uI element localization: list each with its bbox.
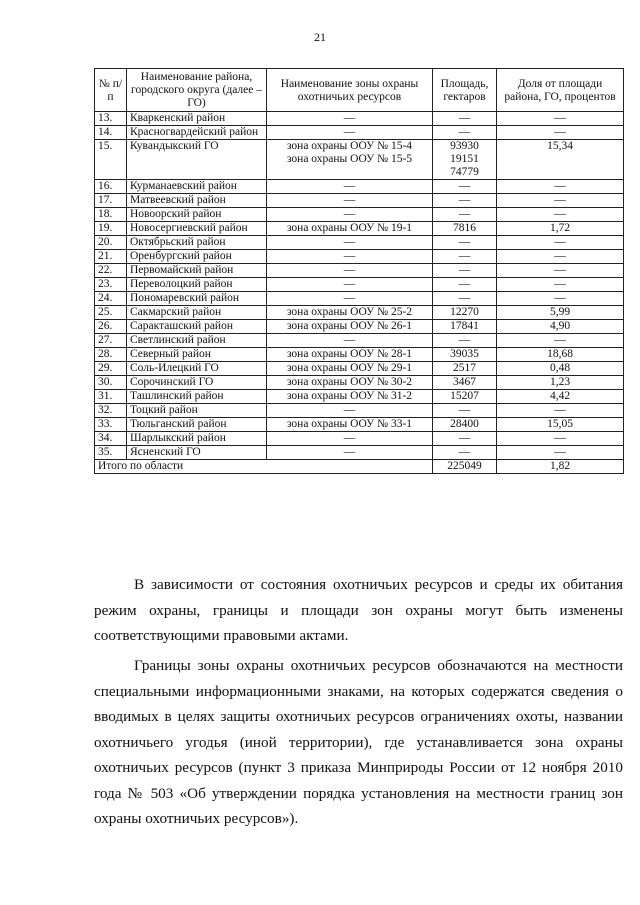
row-number: 16. — [95, 180, 127, 194]
zone-name: — — [343, 432, 356, 444]
zone-name: зона охраны ООУ № 15-4 — [286, 140, 413, 152]
table-row — [95, 432, 624, 446]
row-area-cell — [433, 348, 497, 362]
total-share: 1,82 — [497, 460, 624, 474]
area-value: — — [458, 334, 471, 346]
row-area-cell — [433, 264, 497, 278]
row-zone-cell — [267, 432, 433, 446]
row-district-name: Кваркенский район — [127, 112, 267, 126]
row-area-cell — [433, 446, 497, 460]
zone-name: зона охраны ООУ № 29-1 — [286, 362, 413, 374]
row-number: 24. — [95, 292, 127, 306]
area-value: 19151 — [450, 153, 479, 165]
row-district-name: Кувандыкский ГО — [127, 140, 267, 180]
row-number: 17. — [95, 194, 127, 208]
row-district-name: Матвеевский район — [127, 194, 267, 208]
paragraph-1: В зависимости от состояния охотничьих ресурсов и среды их обитания режим охраны, границы и площади зон охраны могут быть изменены соответствующими правовыми актами. — [94, 576, 623, 644]
table-row — [95, 250, 624, 264]
zone-name: — — [343, 112, 356, 124]
area-value: — — [458, 264, 471, 276]
row-district-name: Тоцкий район — [127, 404, 267, 418]
area-value: — — [458, 292, 471, 304]
area-value: — — [458, 112, 471, 124]
area-value: — — [458, 126, 471, 138]
row-district-name: Первомайский район — [127, 264, 267, 278]
hunting-zones-table — [94, 68, 624, 474]
row-district-name: Сакмарский район — [127, 306, 267, 320]
row-area-cell — [433, 432, 497, 446]
row-share: 5,99 — [497, 306, 624, 320]
table-row — [95, 140, 624, 180]
row-share: — — [497, 250, 624, 264]
row-zone-cell — [267, 404, 433, 418]
row-district-name: Шарлыкский район — [127, 432, 267, 446]
row-area-cell — [433, 292, 497, 306]
table-row — [95, 126, 624, 140]
row-share: — — [497, 236, 624, 250]
area-value: — — [458, 180, 471, 192]
row-number: 18. — [95, 208, 127, 222]
area-value: 2517 — [453, 362, 476, 374]
table-row — [95, 446, 624, 460]
table-row — [95, 306, 624, 320]
row-number: 13. — [95, 112, 127, 126]
area-value: — — [458, 278, 471, 290]
table-row — [95, 418, 624, 432]
area-value: — — [458, 208, 471, 220]
row-share: — — [497, 278, 624, 292]
row-zone-cell — [267, 140, 433, 180]
zone-name: — — [343, 208, 356, 220]
zone-name: зона охраны ООУ № 30-2 — [286, 376, 413, 388]
table-row — [95, 334, 624, 348]
total-label: Итого по области — [95, 460, 433, 474]
zone-name: зона охраны ООУ № 15-5 — [286, 153, 413, 165]
row-area-cell — [433, 390, 497, 404]
row-district-name: Новоорский район — [127, 208, 267, 222]
zone-name: — — [343, 264, 356, 276]
row-zone-cell — [267, 126, 433, 140]
area-value: — — [458, 250, 471, 262]
zone-name: зона охраны ООУ № 25-2 — [286, 306, 413, 318]
row-zone-cell — [267, 446, 433, 460]
paragraph-2: Границы зоны охраны охотничьих ресурсов обозначаются на местности специальными информационными знаками, на которых содержатся сведения о вводимых в целях защиты охотничьих ресурсов ограничениях охоты, названии охотничьего угодья (иной территории), где устанавливается зона охраны охотничьих ресурсов (пункт 3 приказа Минприроды России от 12 ноября 2010 года № 503 «Об утверждении порядка установления на местности границ зон охраны охотничьих ресурсов»). — [94, 657, 623, 827]
row-share: — — [497, 194, 624, 208]
row-number: 26. — [95, 320, 127, 334]
row-district-name: Северный район — [127, 348, 267, 362]
header-zone: Наименование зоны охраны охотничьих ресурсов — [267, 69, 433, 112]
row-number: 34. — [95, 432, 127, 446]
row-zone-cell — [267, 222, 433, 236]
table-row — [95, 404, 624, 418]
table-row — [95, 208, 624, 222]
row-zone-cell — [267, 194, 433, 208]
row-zone-cell — [267, 334, 433, 348]
row-district-name: Тюльганский район — [127, 418, 267, 432]
row-number: 32. — [95, 404, 127, 418]
row-share: — — [497, 334, 624, 348]
row-share: 4,90 — [497, 320, 624, 334]
row-district-name: Ташлинский район — [127, 390, 267, 404]
row-zone-cell — [267, 278, 433, 292]
row-zone-cell — [267, 250, 433, 264]
row-zone-cell — [267, 362, 433, 376]
row-number: 35. — [95, 446, 127, 460]
row-area-cell — [433, 334, 497, 348]
zone-name: — — [343, 278, 356, 290]
row-zone-cell — [267, 112, 433, 126]
header-district: Наименование района, городского округа (далее – ГО) — [127, 69, 267, 112]
row-zone-cell — [267, 418, 433, 432]
row-number: 14. — [95, 126, 127, 140]
table-row — [95, 180, 624, 194]
row-number: 29. — [95, 362, 127, 376]
row-area-cell — [433, 362, 497, 376]
row-share: — — [497, 112, 624, 126]
table-row — [95, 194, 624, 208]
header-share: Доля от площади района, ГО, процентов — [497, 69, 624, 112]
row-share: — — [497, 432, 624, 446]
table-row — [95, 264, 624, 278]
row-area-cell — [433, 404, 497, 418]
row-number: 30. — [95, 376, 127, 390]
row-area-cell — [433, 112, 497, 126]
total-area: 225049 — [433, 460, 497, 474]
row-number: 25. — [95, 306, 127, 320]
row-share: — — [497, 404, 624, 418]
zone-name: — — [343, 180, 356, 192]
row-number: 20. — [95, 236, 127, 250]
table-row — [95, 362, 624, 376]
area-value: 74779 — [450, 166, 479, 178]
zone-name: зона охраны ООУ № 31-2 — [286, 390, 413, 402]
row-district-name: Октябрьский район — [127, 236, 267, 250]
zone-name: — — [343, 236, 356, 248]
table-body — [95, 112, 624, 460]
row-district-name: Ясненский ГО — [127, 446, 267, 460]
area-value: 3467 — [453, 376, 476, 388]
row-zone-cell — [267, 236, 433, 250]
row-number: 23. — [95, 278, 127, 292]
row-area-cell — [433, 418, 497, 432]
row-zone-cell — [267, 264, 433, 278]
row-zone-cell — [267, 348, 433, 362]
header-number: № п/п — [95, 69, 127, 112]
row-number: 27. — [95, 334, 127, 348]
table-row — [95, 222, 624, 236]
area-value: — — [458, 432, 471, 444]
header-area: Площадь, гектаров — [433, 69, 497, 112]
row-share: — — [497, 126, 624, 140]
zone-name: — — [343, 446, 356, 458]
table-row — [95, 376, 624, 390]
row-area-cell — [433, 250, 497, 264]
row-number: 21. — [95, 250, 127, 264]
row-district-name: Сорочинский ГО — [127, 376, 267, 390]
row-zone-cell — [267, 180, 433, 194]
row-zone-cell — [267, 376, 433, 390]
row-area-cell — [433, 306, 497, 320]
row-number: 31. — [95, 390, 127, 404]
zone-name: зона охраны ООУ № 19-1 — [286, 222, 413, 234]
zone-name: зона охраны ООУ № 33-1 — [286, 418, 413, 430]
row-area-cell — [433, 126, 497, 140]
row-area-cell — [433, 140, 497, 180]
table-row — [95, 320, 624, 334]
total-row — [95, 460, 624, 474]
row-number: 15. — [95, 140, 127, 180]
row-share: 1,23 — [497, 376, 624, 390]
area-value: 15207 — [450, 390, 479, 402]
row-share: 0,48 — [497, 362, 624, 376]
row-district-name: Новосергиевский район — [127, 222, 267, 236]
row-share: 15,34 — [497, 140, 624, 180]
row-number: 33. — [95, 418, 127, 432]
zone-name: зона охраны ООУ № 28-1 — [286, 348, 413, 360]
row-share: 4,42 — [497, 390, 624, 404]
zone-name: — — [343, 334, 356, 346]
zone-name: — — [343, 250, 356, 262]
row-district-name: Пономаревский район — [127, 292, 267, 306]
row-district-name: Красногвардейский район — [127, 126, 267, 140]
area-value: — — [458, 236, 471, 248]
row-area-cell — [433, 222, 497, 236]
page-number: 21 — [314, 30, 326, 44]
zone-name: — — [343, 404, 356, 416]
table-row — [95, 348, 624, 362]
area-value: 39035 — [450, 348, 479, 360]
area-value: 17841 — [450, 320, 479, 332]
table-row — [95, 236, 624, 250]
row-share: — — [497, 208, 624, 222]
row-share: — — [497, 180, 624, 194]
row-share: 15,05 — [497, 418, 624, 432]
table-header-row — [95, 69, 624, 112]
area-value: — — [458, 404, 471, 416]
row-zone-cell — [267, 390, 433, 404]
row-share: — — [497, 292, 624, 306]
row-area-cell — [433, 236, 497, 250]
table-row — [95, 390, 624, 404]
area-value: 7816 — [453, 222, 476, 234]
area-value: 93930 — [450, 140, 479, 152]
zone-name: зона охраны ООУ № 26-1 — [286, 320, 413, 332]
row-area-cell — [433, 208, 497, 222]
row-area-cell — [433, 194, 497, 208]
zone-name: — — [343, 126, 356, 138]
row-district-name: Курманаевский район — [127, 180, 267, 194]
row-district-name: Переволоцкий район — [127, 278, 267, 292]
zone-name: — — [343, 194, 356, 206]
row-zone-cell — [267, 320, 433, 334]
row-zone-cell — [267, 306, 433, 320]
row-share: 1,72 — [497, 222, 624, 236]
row-share: — — [497, 446, 624, 460]
table-row — [95, 112, 624, 126]
row-share: — — [497, 264, 624, 278]
row-number: 19. — [95, 222, 127, 236]
row-district-name: Соль-Илецкий ГО — [127, 362, 267, 376]
row-share: 18,68 — [497, 348, 624, 362]
row-district-name: Светлинский район — [127, 334, 267, 348]
row-number: 28. — [95, 348, 127, 362]
zone-name: — — [343, 292, 356, 304]
row-zone-cell — [267, 292, 433, 306]
row-area-cell — [433, 376, 497, 390]
table-row — [95, 292, 624, 306]
row-district-name: Саракташский район — [127, 320, 267, 334]
area-value: — — [458, 194, 471, 206]
area-value: 12270 — [450, 306, 479, 318]
row-area-cell — [433, 278, 497, 292]
row-area-cell — [433, 320, 497, 334]
row-area-cell — [433, 180, 497, 194]
table-row — [95, 278, 624, 292]
area-value: 28400 — [450, 418, 479, 430]
row-number: 22. — [95, 264, 127, 278]
row-district-name: Оренбургский район — [127, 250, 267, 264]
row-zone-cell — [267, 208, 433, 222]
area-value: — — [458, 446, 471, 458]
